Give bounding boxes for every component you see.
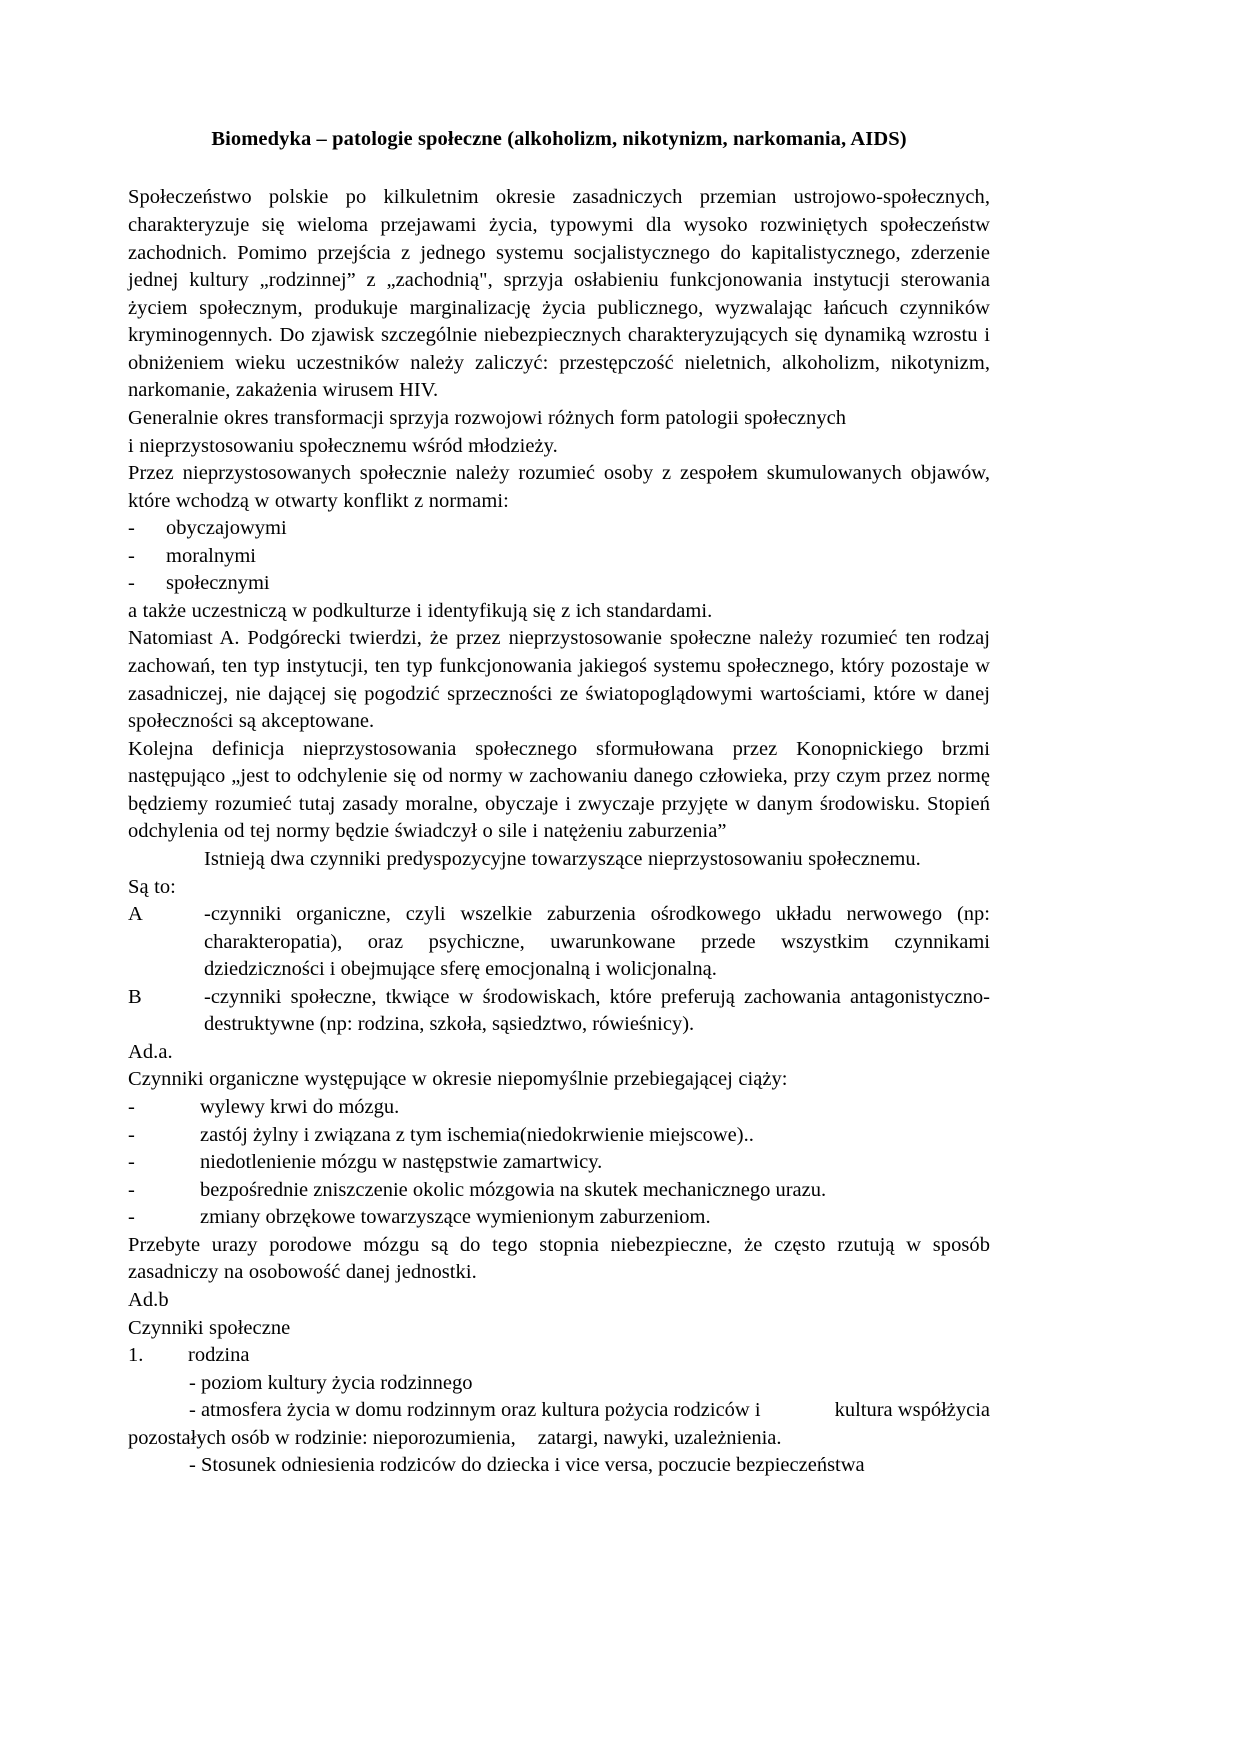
- list-item: [128, 1177, 990, 1205]
- paragraph-konopnicki: Kolejna definicja nieprzystosowania społecznego sformułowana przez Konopnickiego brzmi następująco „jest to odchylenie się od normy w zachowaniu danego człowieka, przy czym przez normę będziemy rozumieć tutaj zasady moralne, obyczaje i zwyczaje przyjęte w danym środowisku. Stopień odchylenia od tej normy będzie świadczył o sile i natężeniu zaburzenia”: [128, 737, 990, 843]
- list-item-label: niedotlenienie mózgu w następstwie zamartwicy.: [200, 1151, 603, 1174]
- factor-marker: B: [128, 985, 142, 1008]
- list-item-label: wylewy krwi do mózgu.: [200, 1096, 400, 1119]
- sub-list-item-stosunek: - Stosunek odniesienia rodziców do dziecka i vice versa, poczucie bezpieczeństwa: [189, 1454, 865, 1477]
- factor-text: -czynniki organiczne, czyli wszelkie zaburzenia ośrodkowego układu nerwowego (np: charakteropatia), oraz psychiczne, uwarunkowane przede wszystkim czynnikami dziedziczności i obejmujące sferę emocjonalną i wolicjonalną.: [204, 903, 990, 981]
- list-item-label: społecznymi: [166, 572, 270, 595]
- paragraph-intro: Społeczeństwo polskie po kilkuletnim okresie zasadniczych przemian ustrojowo-społecznych, charakteryzuje się wieloma przejawami życia, typowymi dla wysoko rozwiniętych społeczeństw zachodnich. Pomimo przejścia z jednego systemu socjalistycznego do kapitalistycznego, zderzenie jednej kultury „rodzinnej” z „zachodnią", sprzyja osłabieniu funkcjonowania instytucji sterowania życiem społecznym, produkuje marginalizację życia publicznego, wyzwalając łańcuch czynników kryminogennych. Do zjawisk szczególnie niebezpiecznych charakteryzujących się dynamiką wzrostu i obniżeniem wieku uczestników należy zaliczyć: przestępczość nieletnich, alkoholizm, nikotynizm, narkomanie, zakażenia wirusem HIV.: [128, 186, 990, 402]
- label-ad-a: Ad.a.: [128, 1040, 173, 1063]
- factor-item-b: [128, 984, 990, 1039]
- list-marker: -: [128, 517, 135, 540]
- sub-list-item-atmosfera: [128, 1397, 990, 1452]
- factor-text: -czynniki społeczne, tkwiące w środowiskach, które preferują zachowania antagonistyczno-destruktywne (np: rodzina, szkoła, sąsiedztwo, rówieśnicy).: [204, 985, 990, 1036]
- list-marker: -: [128, 544, 135, 567]
- list-item: [128, 1204, 990, 1232]
- list-item-label: zmiany obrzękowe towarzyszące wymienionym zaburzeniom.: [200, 1206, 711, 1229]
- sub-item-text-part4: zatargi, nawyki, uzależnienia.: [537, 1426, 782, 1449]
- list-item: [128, 543, 990, 571]
- paragraph-przebyte-urazy: Przebyte urazy porodowe mózgu są do tego stopnia niebezpieczne, że często rzutują w sposób zasadniczy na osobowość danej jednostki.: [128, 1233, 990, 1284]
- sub-item-text-part2: kultura: [834, 1399, 893, 1422]
- list-marker: -: [128, 1206, 135, 1229]
- paragraph-istnieja: Istnieją dwa czynniki predyspozycyjne towarzyszące nieprzystosowaniu społecznemu.: [204, 847, 921, 870]
- paragraph-transformacja-line2: i nieprzystosowaniu społecznemu wśród młodzieży.: [128, 434, 558, 457]
- paragraph-sa-to: Są to:: [128, 875, 176, 898]
- list-item: [128, 515, 990, 543]
- list-item: [128, 1122, 990, 1150]
- label-czynniki-spoleczne: Czynniki społeczne: [128, 1316, 291, 1339]
- paragraph-czynniki-organiczne-intro: Czynniki organiczne występujące w okresie niepomyślnie przebiegającej ciąży:: [128, 1068, 788, 1091]
- sub-item-text-part3: współżycia pozostałych osób w rodzinie: nieporozumienia,: [128, 1399, 991, 1449]
- numbered-list-item: [128, 1342, 990, 1370]
- list-item-label: zastój żylny i związana z tym ischemia(niedokrwienie miejscowe)..: [200, 1123, 754, 1146]
- list-item-label: rodzina: [188, 1344, 250, 1367]
- list-marker: -: [128, 572, 135, 595]
- list-marker: -: [128, 1151, 135, 1174]
- sub-item-text-part1: - atmosfera życia w domu rodzinnym oraz kultura pożycia rodziców i: [189, 1399, 761, 1422]
- sub-list-item-poziom: - poziom kultury życia rodzinnego: [189, 1371, 473, 1394]
- paragraph-podgorecki: Natomiast A. Podgórecki twierdzi, że przez nieprzystosowanie społeczne należy rozumieć ten rodzaj zachowań, ten typ instytucji, ten typ funkcjonowania jakiegoś systemu społecznego, który pozostaje w zasadniczej, nie dającej się pogodzić sprzeczności ze światopoglądowymi wartościami, które w danej społeczności są akceptowane.: [128, 627, 990, 733]
- list-marker: -: [128, 1123, 135, 1146]
- list-item: [128, 570, 990, 598]
- list-item-label: obyczajowymi: [166, 517, 287, 540]
- list-item-label: bezpośrednie zniszczenie okolic mózgowia na skutek mechanicznego urazu.: [200, 1178, 827, 1201]
- factor-item-a: [128, 901, 990, 984]
- paragraph-nieprzystosowani: Przez nieprzystosowanych społecznie należy rozumieć osoby z zespołem skumulowanych objawów, które wchodzą w otwarty konflikt z normami:: [128, 462, 990, 512]
- list-marker: 1.: [128, 1344, 144, 1367]
- page-title: Biomedyka – patologie społeczne (alkoholizm, nikotynizm, narkomania, AIDS): [211, 128, 907, 150]
- list-item: [128, 1094, 990, 1122]
- list-marker: -: [128, 1096, 135, 1119]
- paragraph-a-takze: a także uczestniczą w podkulturze i identyfikują się z ich standardami.: [128, 599, 713, 622]
- list-item-label: moralnymi: [166, 544, 256, 567]
- list-marker: -: [128, 1178, 135, 1201]
- paragraph-transformacja-line1: Generalnie okres transformacji sprzyja rozwojowi różnych form patologii społecznych: [128, 406, 847, 429]
- list-item: [128, 1149, 990, 1177]
- document-content: [128, 126, 990, 1480]
- label-ad-b: Ad.b: [128, 1288, 169, 1311]
- factor-marker: A: [128, 903, 143, 926]
